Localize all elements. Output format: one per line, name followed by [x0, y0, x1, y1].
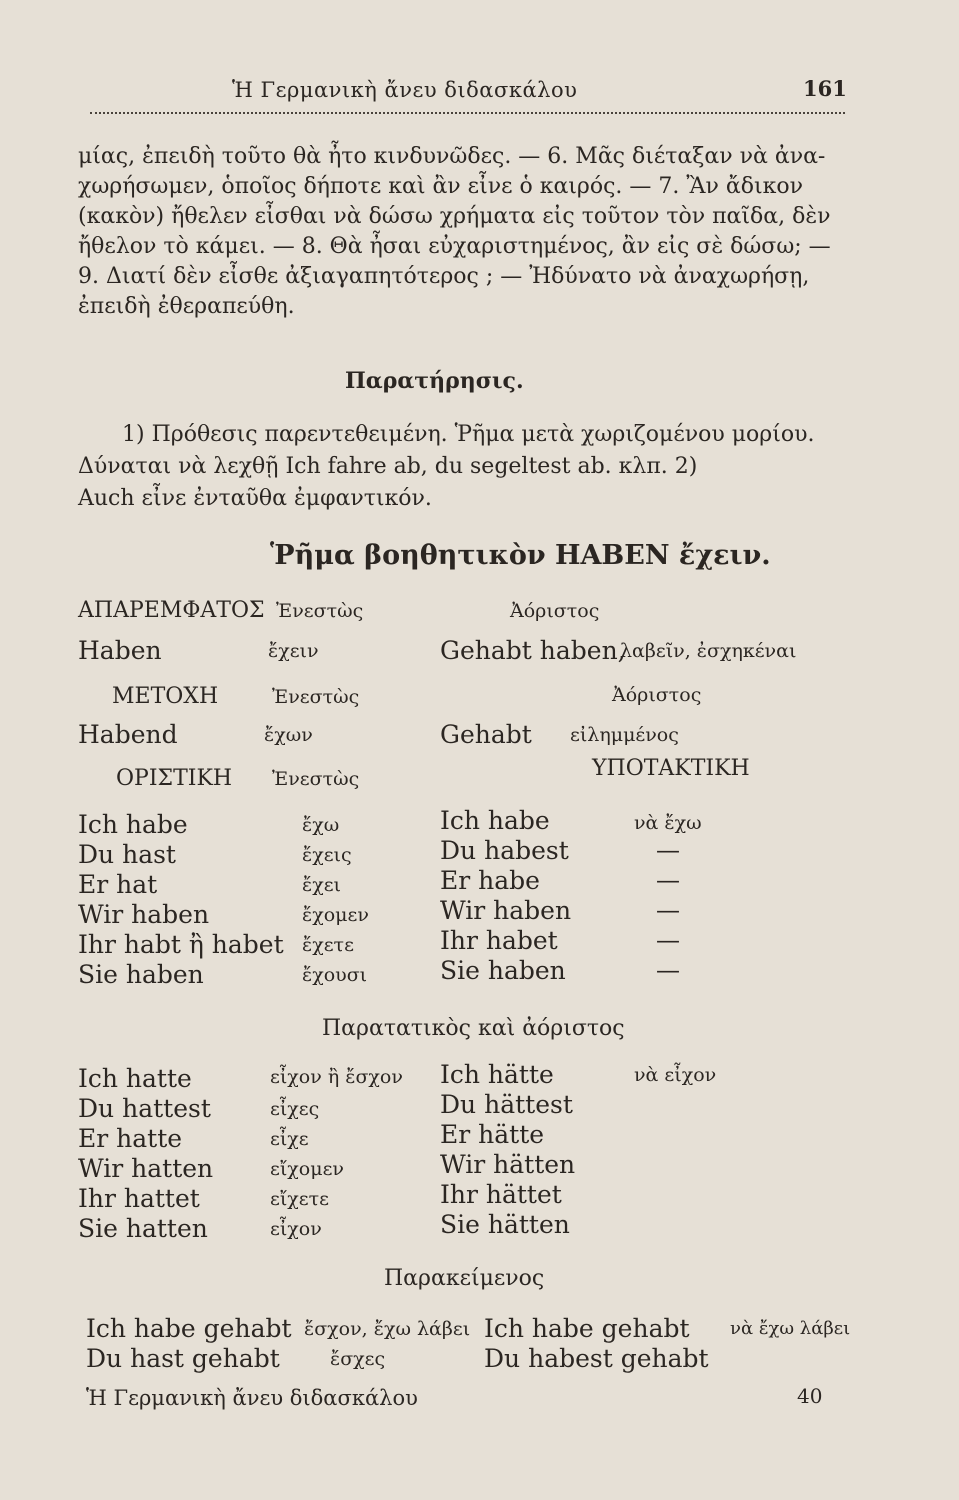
imperfect-subjunctive-german: Du hättest — [440, 1090, 573, 1119]
subjunctive-label: ΥΠΟΤΑΚΤΙΚΗ — [592, 756, 750, 781]
participle-greek: ἔχων — [264, 724, 313, 746]
exercise-line: ἐπειδὴ ἐθεραπεύθη. — [78, 294, 295, 319]
infinitive-german: Haben — [78, 636, 162, 665]
perfect-subjunctive-german: Du habest gehabt — [484, 1344, 709, 1373]
exercise-line: χωρήσωμεν, ὁποῖος δήποτε καὶ ἂν εἶνε ὁ καιρός. — 7. Ἂν ἄδικον — [78, 174, 803, 199]
imperfect-indicative-greek: εἶχες — [270, 1098, 320, 1120]
subjunctive-greek: — — [656, 896, 680, 924]
imperfect-indicative-greek: εἶχε — [270, 1128, 309, 1150]
page-number: 161 — [803, 76, 847, 101]
aorist-infinitive-german: Gehabt haben, — [440, 636, 626, 665]
subjunctive-greek: — — [656, 956, 680, 984]
footer-title: Ἡ Γερμανικὴ ἄνευ διδασκάλου — [86, 1386, 418, 1410]
imperfect-indicative-greek: εἴχομεν — [270, 1158, 344, 1180]
participle-german: Habend — [78, 720, 178, 749]
indicative-greek: ἔχεις — [302, 844, 352, 866]
imperfect-subjunctive-german: Ich hätte — [440, 1060, 554, 1089]
aorist-infinitive-greek: λαβεῖν, ἐσχηκέναι — [620, 640, 797, 662]
subjunctive-greek: — — [656, 836, 680, 864]
indicative-greek: ἔχω — [302, 814, 340, 836]
subjunctive-german: Ihr habet — [440, 926, 558, 955]
remark-line: Δύναται νὰ λεχθῇ Ich fahre ab, du segeltest ab. κλπ. 2) — [78, 454, 698, 479]
perfect-heading: Παρακείμενος — [384, 1266, 545, 1291]
imperfect-indicative-german: Wir hatten — [78, 1154, 214, 1183]
exercise-line: μίας, ἐπειδὴ τοῦτο θὰ ἦτο κινδυνῶδες. — 6. Μᾶς διέταξαν νὰ ἀνα- — [78, 144, 826, 169]
remarks-heading: Παρατήρησις. — [345, 368, 524, 394]
remark-line: 1) Πρόθεσις παρεντεθειμένη. Ῥῆμα μετὰ χωριζομένου μορίου. — [122, 422, 815, 447]
infinitive-label: ΑΠΑΡΕΜΦΑΤΟΣ — [78, 598, 265, 623]
imperfect-subjunctive-greek: νὰ εἶχον — [634, 1064, 717, 1086]
indicative-greek: ἔχουσι — [302, 964, 368, 986]
infinitive-tense: Ἐνεστὼς — [276, 600, 364, 622]
exercise-line: (κακὸν) ἤθελεν εἶσθαι νὰ δώσω χρήματα εἰς τοῦτον τὸν παῖδα, δὲν — [78, 204, 831, 229]
indicative-german: Wir haben — [78, 900, 210, 929]
verb-heading: Ῥῆμα βοηθητικὸν HABEN ἔχειν. — [270, 540, 771, 571]
exercise-line: ἤθελον τὸ κάμει. — 8. Θὰ ἦσαι εὐχαριστημένος, ἂν εἰς σὲ δώσω; — — [78, 234, 831, 259]
imperfect-indicative-greek: εἶχον — [270, 1218, 322, 1240]
header-rule — [90, 112, 845, 114]
participle-tense: Ἐνεστὼς — [272, 686, 360, 708]
perfect-indicative-german: Ich habe gehabt — [86, 1314, 292, 1343]
subjunctive-greek: — — [656, 926, 680, 954]
subjunctive-german: Wir haben — [440, 896, 572, 925]
indicative-label: ΟΡΙΣΤΙΚΗ — [116, 766, 233, 791]
imperfect-indicative-german: Sie hatten — [78, 1214, 208, 1243]
subjunctive-german: Er habe — [440, 866, 540, 895]
subjunctive-german: Du habest — [440, 836, 569, 865]
imperfect-indicative-german: Ihr hattet — [78, 1184, 200, 1213]
indicative-greek: ἔχετε — [302, 934, 354, 956]
signature-mark: 40 — [797, 1384, 823, 1408]
aorist-participle-greek: εἰλημμένος — [570, 724, 679, 746]
indicative-tense: Ἐνεστὼς — [272, 768, 360, 790]
subjunctive-german: Sie haben — [440, 956, 566, 985]
perfect-indicative-greek: ἔσχες — [330, 1348, 386, 1370]
perfect-subjunctive-greek: νὰ ἔχω λάβει — [730, 1318, 851, 1339]
indicative-german: Ihr habt ἢ habet — [78, 930, 284, 959]
indicative-german: Du hast — [78, 840, 176, 869]
indicative-german: Ich habe — [78, 810, 188, 839]
imperfect-indicative-german: Du hattest — [78, 1094, 211, 1123]
perfect-indicative-greek: ἔσχον, ἔχω λάβει — [304, 1318, 471, 1340]
imperfect-subjunctive-german: Wir hätten — [440, 1150, 576, 1179]
imperfect-subjunctive-german: Er hätte — [440, 1120, 545, 1149]
participle-label: ΜΕΤΟΧΗ — [112, 684, 219, 709]
subjunctive-german: Ich habe — [440, 806, 550, 835]
imperfect-heading: Παρατατικὸς καὶ ἀόριστος — [322, 1016, 625, 1041]
subjunctive-greek: νὰ ἔχω — [634, 812, 702, 834]
exercise-line: 9. Διατί δὲν εἶσθε ἀξιαγαπητότερος ; — Ἠδύνατο νὰ ἀναχωρήσῃ, — [78, 264, 810, 289]
infinitive-greek: ἔχειν — [268, 640, 319, 662]
imperfect-subjunctive-german: Ihr hättet — [440, 1180, 562, 1209]
aorist-infinitive-tense: Ἀόριστος — [510, 600, 600, 622]
aorist-participle-tense: Ἀόριστος — [612, 684, 702, 706]
imperfect-subjunctive-german: Sie hätten — [440, 1210, 570, 1239]
imperfect-indicative-greek: εἶχον ἢ ἔσχον — [270, 1066, 403, 1088]
indicative-german: Sie haben — [78, 960, 204, 989]
indicative-greek: ἔχει — [302, 874, 342, 896]
perfect-indicative-german: Du hast gehabt — [86, 1344, 280, 1373]
aorist-participle-german: Gehabt — [440, 720, 532, 749]
running-header-title: Ἡ Γερμανικὴ ἄνευ διδασκάλου — [232, 78, 578, 102]
subjunctive-greek: — — [656, 866, 680, 894]
imperfect-indicative-german: Ich hatte — [78, 1064, 192, 1093]
perfect-subjunctive-german: Ich habe gehabt — [484, 1314, 690, 1343]
indicative-greek: ἔχομεν — [302, 904, 369, 926]
imperfect-indicative-german: Er hatte — [78, 1124, 183, 1153]
imperfect-indicative-greek: εἴχετε — [270, 1188, 330, 1210]
remark-line: Auch εἶνε ἐνταῦθα ἐμφαντικόν. — [78, 486, 432, 511]
indicative-german: Er hat — [78, 870, 158, 899]
